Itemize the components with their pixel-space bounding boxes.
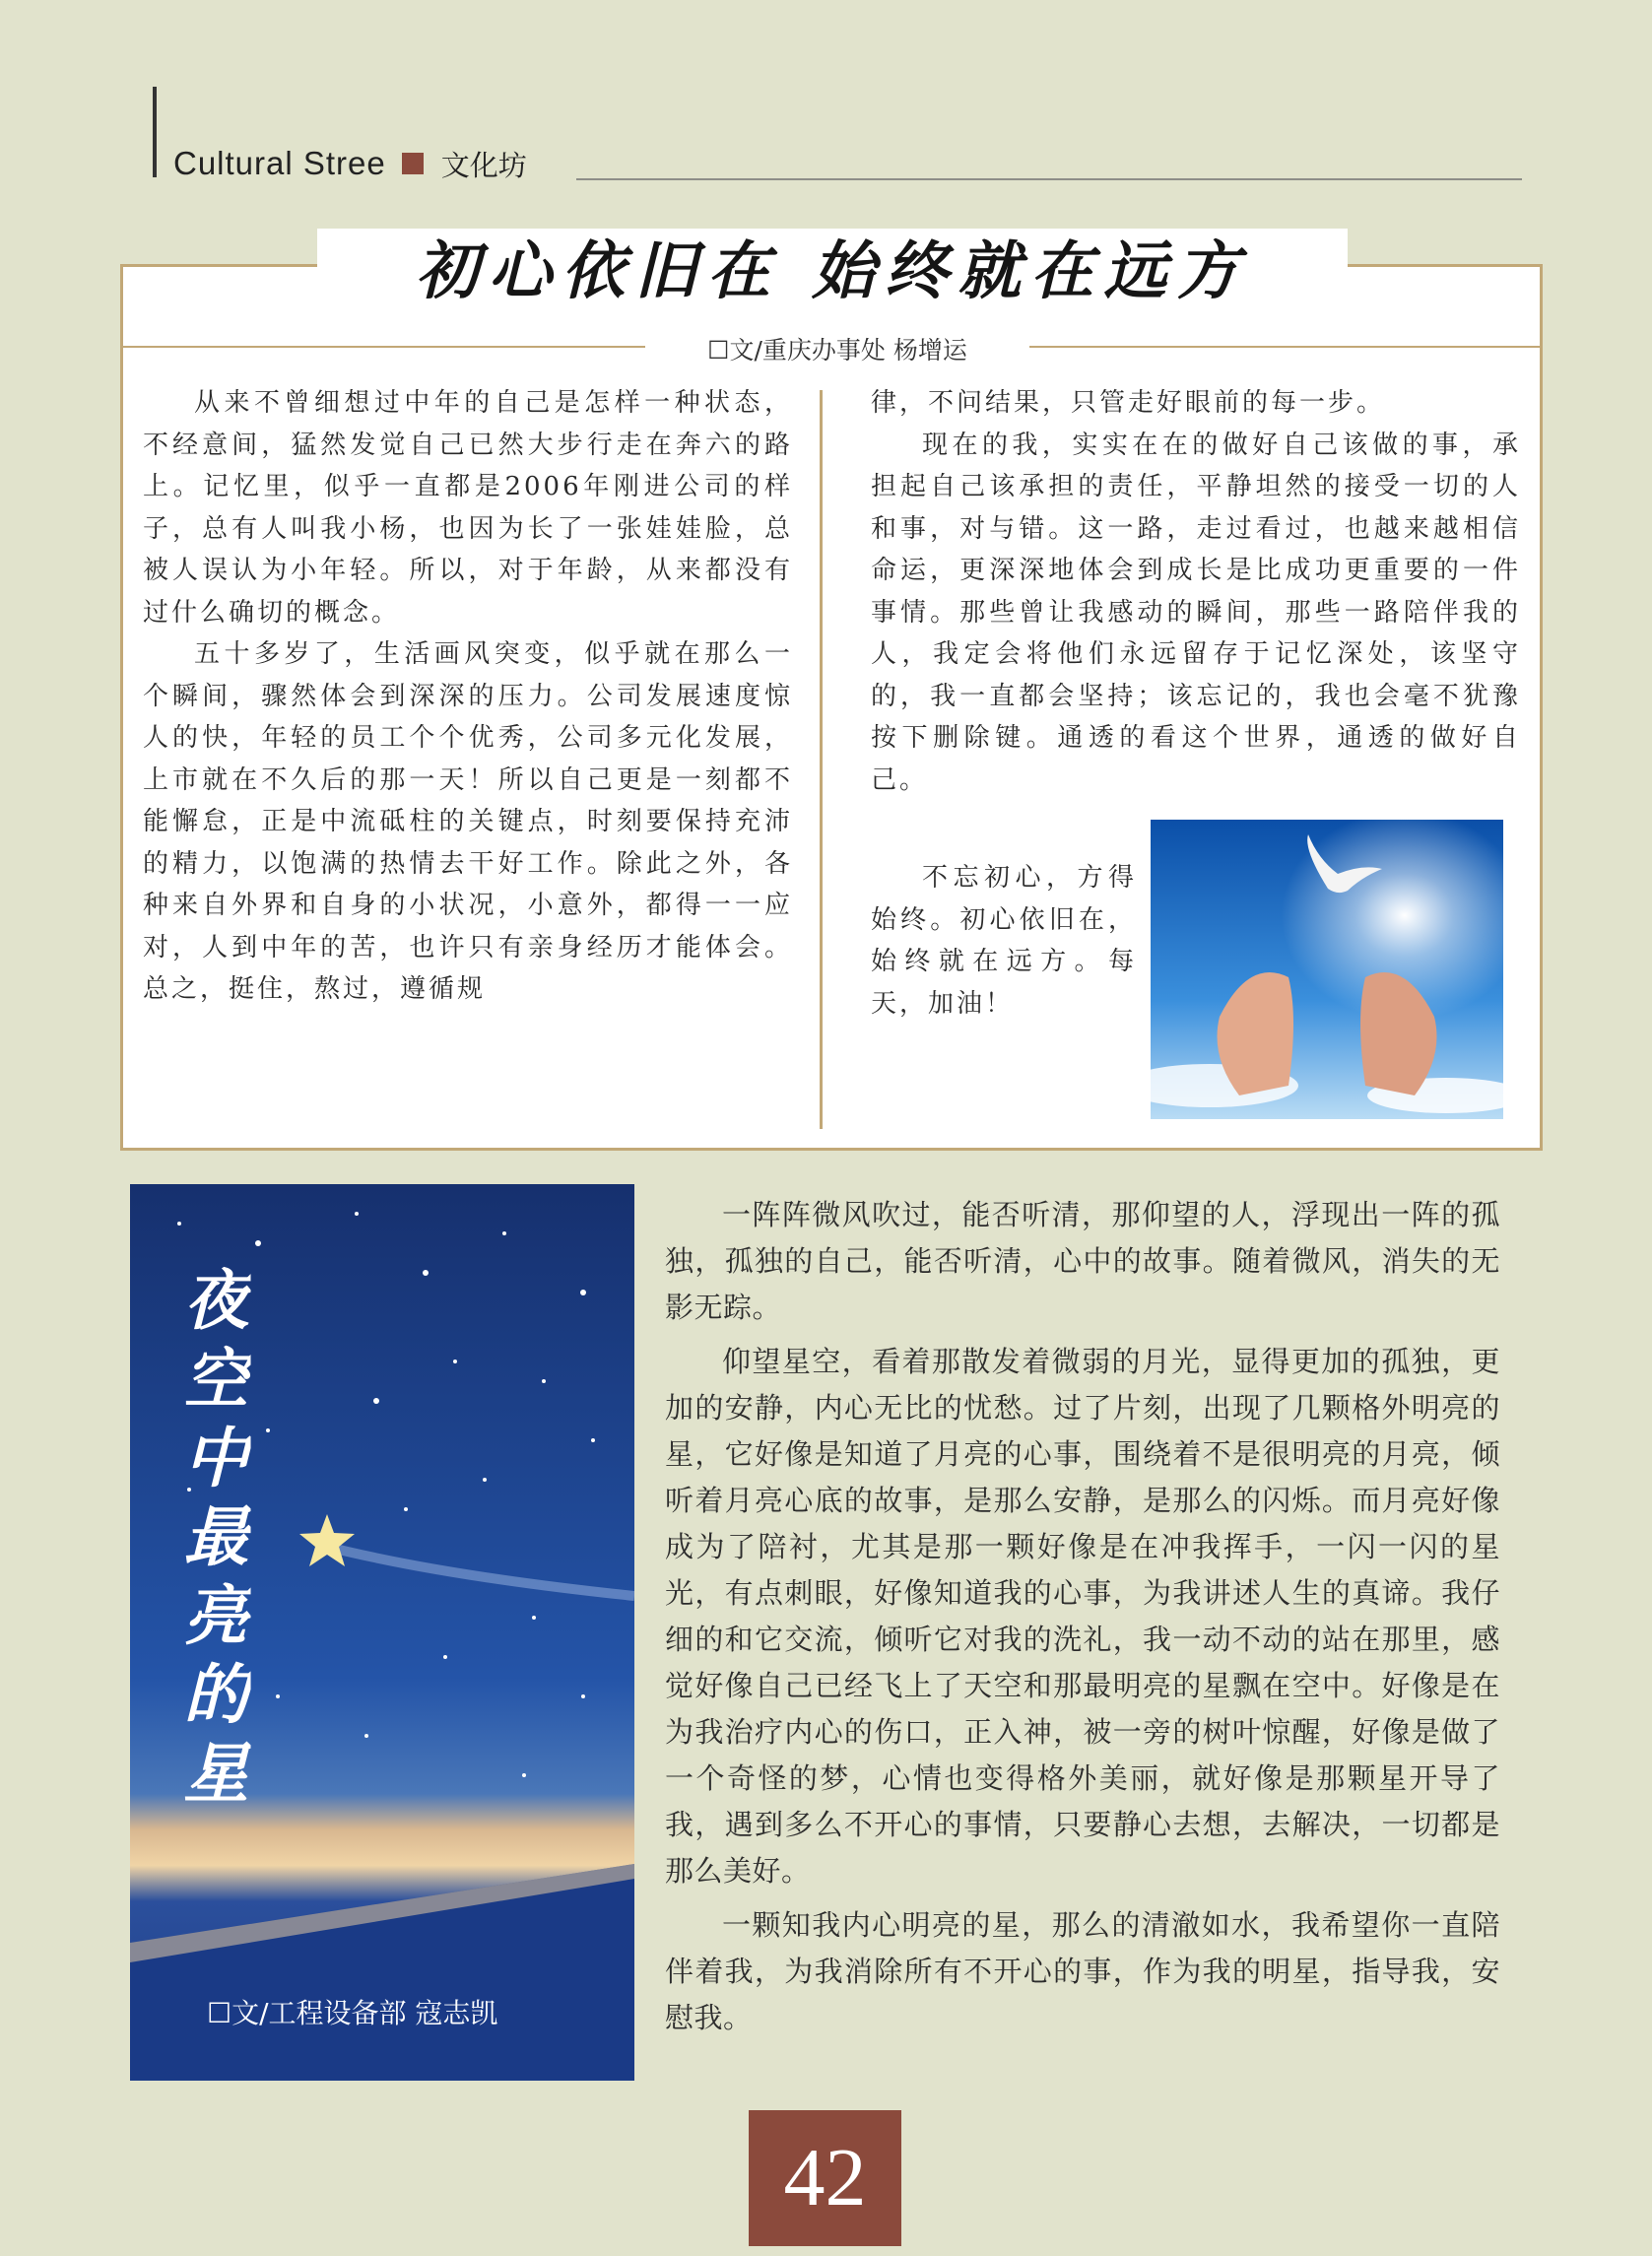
section-name-en: Cultural Stree bbox=[173, 145, 386, 181]
article1-byline: ☐文/重庆办事处 杨增运 bbox=[650, 331, 1024, 366]
section-header bbox=[173, 144, 527, 183]
article1-column-right bbox=[871, 382, 1521, 801]
article1-paragraph: 从来不曾细想过中年的自己是怎样一种状态，不经意间，猛然发觉自己已然大步行走在奔六的路上。记忆里，似乎一直都是2006年刚进公司的样子，总有人叫我小杨，也因为长了一张娃娃脸，总被人误认为小年轻。所以，对于年龄，从来都没有过什么确切的概念。 bbox=[143, 388, 793, 628]
article1-paragraph: 不忘初心，方得始终。初心依旧在，始终就在远方。每天，加油！ bbox=[871, 863, 1137, 1019]
header-rule bbox=[576, 178, 1522, 180]
article2-byline: ☐文/工程设备部 寇志凯 bbox=[207, 1997, 498, 2029]
article1-paragraph: 现在的我，实实在在的做好自己该做的事，承担起自己该承担的责任，平静坦然的接受一切的人和事，对与错。这一路，走过看过，也越来越相信命运，更深深地体会到成长是比成功更重要的一件事情。那些曾让我感动的瞬间，那些一路陪伴我的人，我定会将他们永远留存于记忆深处，该坚守的，我一直都会坚持；该忘记的，我也会毫不犹豫按下删除键。通透的看这个世界，通透的做好自己。 bbox=[871, 430, 1521, 795]
page-number: 42 bbox=[749, 2110, 901, 2246]
article2-paragraph: 仰望星空，看着那散发着微弱的月光，显得更加的孤独，更加的安静，内心无比的忧愁。过了片刻，出现了几颗格外明亮的星，它好像是知道了月亮的心事，围绕着不是很明亮的月亮，倾听着月亮心底的故事，是那么安静，是那么的闪烁。而月亮好像成为了陪衬，尤其是那一颗好像是在冲我挥手，一闪一闪的星光，有点刺眼，好像知道我的心事，为我讲述人生的真谛。我仔细的和它交流，倾听它对我的洗礼，我一动不动的站在那里，感觉好像自己已经飞上了天空和那最明亮的星飘在空中。好像是在为我治疗内心的伤口，正入神，被一旁的树叶惊醒，好像是做了一个奇怪的梦，心情也变得格外美丽，就好像是那颗星开导了我，遇到多么不开心的事情，只要静心去想，去解决，一切都是那么美好。 bbox=[665, 1345, 1500, 1888]
article2-paragraph: 一颗知我内心明亮的星，那么的清澈如水，我希望你一直陪伴着我，为我消除所有不开心的事，作为我的明星，指导我，安慰我。 bbox=[665, 1908, 1500, 2034]
section-square-icon bbox=[402, 153, 424, 174]
article1-column-left bbox=[143, 382, 793, 1011]
article2-body bbox=[665, 1192, 1500, 2049]
article1-title: 初心依旧在 始终就在远方 bbox=[415, 234, 1250, 308]
byline-rule-right bbox=[1029, 346, 1540, 348]
dove-hands-image bbox=[1151, 820, 1503, 1119]
article1-closing bbox=[871, 857, 1137, 1025]
article1-paragraph: 律，不问结果，只管走好眼前的每一步。 bbox=[871, 388, 1386, 418]
article2-paragraph: 一阵阵微风吹过，能否听清，那仰望的人，浮现出一阵的孤独，孤独的自己，能否听清，心中的故事。随着微风，消失的无影无踪。 bbox=[665, 1198, 1500, 1324]
column-divider bbox=[820, 390, 823, 1129]
section-name-cn: 文化坊 bbox=[440, 148, 527, 182]
byline-rule-left bbox=[123, 346, 645, 348]
article2-title: 夜空中最亮的星 bbox=[172, 1266, 249, 1818]
header-accent-bar bbox=[153, 87, 157, 177]
article1-paragraph: 五十多岁了，生活画风突变，似乎就在那么一个瞬间，骤然体会到深深的压力。公司发展速度惊人的快，年轻的员工个个优秀，公司多元化发展，上市就在不久后的那一天！所以自己更是一刻都不能懈怠，正是中流砥柱的关键点，时刻要保持充沛的精力，以饱满的热情去干好工作。除此之外，各种来自外界和自身的小状况，小意外，都得一一应对，人到中年的苦，也许只有亲身经历才能体会。总之，挺住，熬过，遵循规 bbox=[143, 639, 793, 1004]
